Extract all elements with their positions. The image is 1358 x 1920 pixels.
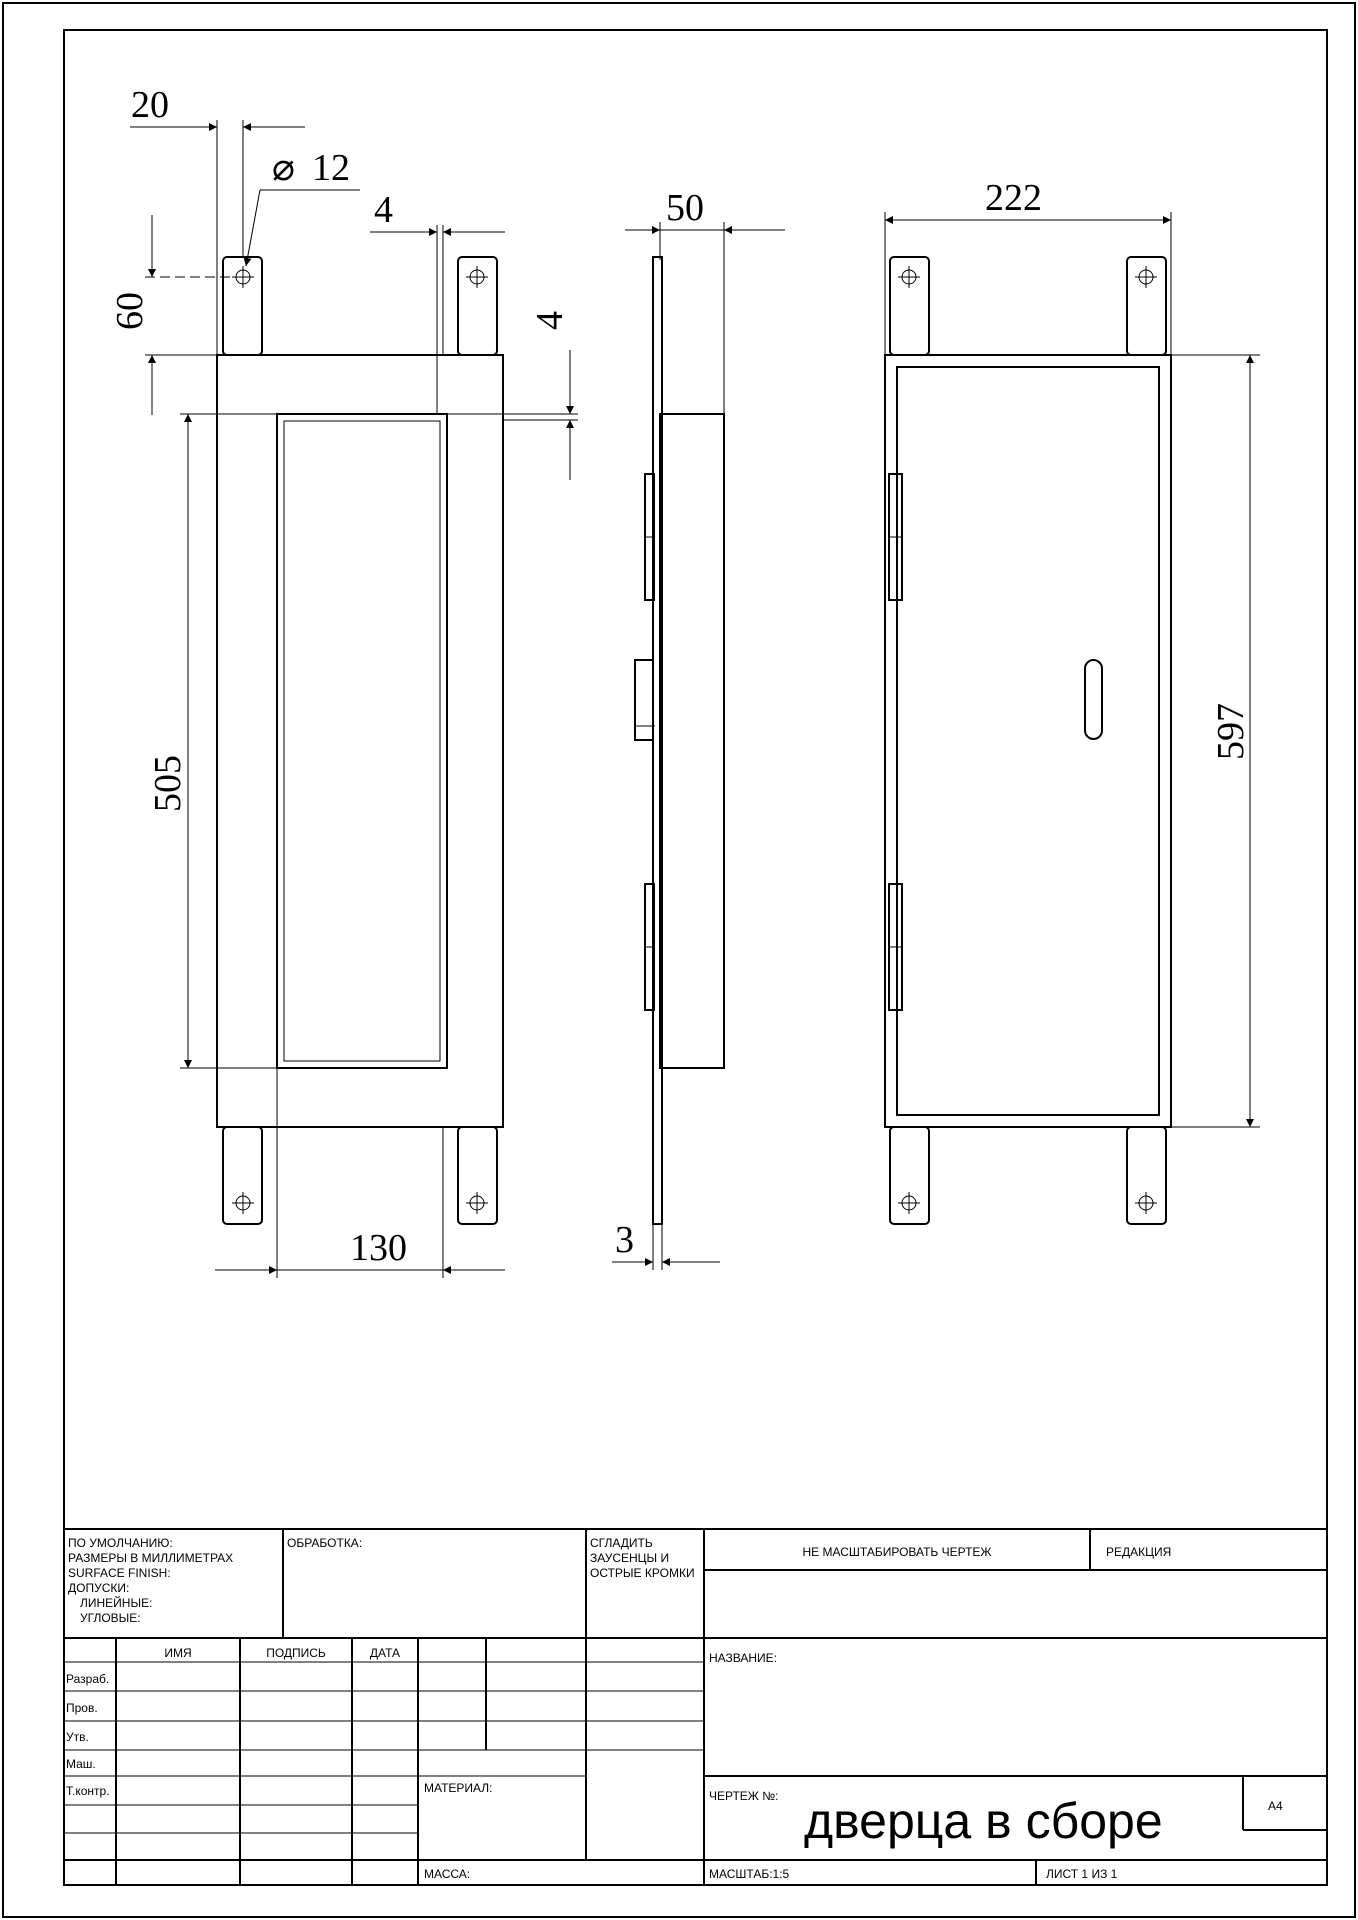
side-plate <box>660 414 724 1068</box>
tb-row-checked: Пров. <box>66 1701 98 1715</box>
dim-3: 3 <box>615 1219 634 1261</box>
dim-4-side: 4 <box>529 311 571 330</box>
tb-deburr-2: ЗАУСЕНЦЫ И <box>590 1551 670 1565</box>
front-window-inner <box>284 421 440 1061</box>
tb-revision: РЕДАКЦИЯ <box>1106 1545 1172 1559</box>
tb-material-label: МАТЕРИАЛ: <box>424 1781 493 1795</box>
dim-4-top: 4 <box>374 189 393 231</box>
tb-sheet-label: ЛИСТ 1 ИЗ 1 <box>1046 1867 1118 1881</box>
tb-title-label: НАЗВАНИЕ: <box>709 1651 778 1665</box>
outer-frame <box>3 3 1355 1917</box>
tb-drawing-no-label: ЧЕРТЕЖ №: <box>709 1789 779 1803</box>
tb-no-scale: НЕ МАСШТАБИРОВАТЬ ЧЕРТЕЖ <box>802 1545 992 1559</box>
side-dimensions <box>612 187 785 1270</box>
front-view <box>217 257 503 1224</box>
tb-row-mash: Маш. <box>66 1757 96 1771</box>
tb-defaults-2: РАЗМЕРЫ В МИЛЛИМЕТРАХ <box>68 1551 234 1565</box>
tb-drawing-title: дверца в сборе <box>804 1793 1163 1849</box>
rear-door-inner <box>897 367 1159 1115</box>
tb-sheet-size: A4 <box>1268 1799 1283 1813</box>
dim-20: 20 <box>131 84 169 126</box>
inner-frame <box>64 30 1327 1885</box>
tb-scale-label: МАСШТАБ:1:5 <box>709 1867 790 1881</box>
rear-dimensions <box>885 177 1260 1127</box>
side-view <box>635 257 724 1224</box>
tb-defaults-3: SURFACE FINISH: <box>68 1566 171 1580</box>
tb-deburr-3: ОСТРЫЕ КРОМКИ <box>590 1566 695 1580</box>
tb-deburr-1: СГЛАДИТЬ <box>590 1536 653 1550</box>
tb-defaults-5: ЛИНЕЙНЫЕ: <box>80 1596 153 1610</box>
tb-mass-label: МАССА: <box>424 1867 471 1881</box>
dim-505: 505 <box>147 755 189 812</box>
rear-view <box>885 257 1171 1224</box>
title-block <box>64 1529 1327 1885</box>
rear-door-body <box>885 355 1171 1127</box>
tb-defaults-1: ПО УМОЛЧАНИЮ: <box>68 1536 173 1550</box>
dim-222: 222 <box>985 177 1042 219</box>
tb-row-developer: Разраб. <box>66 1672 110 1686</box>
rear-holes <box>898 266 1157 1214</box>
side-handle <box>635 660 653 740</box>
dim-diameter-12: 12 <box>312 147 350 189</box>
dim-597: 597 <box>1210 703 1252 760</box>
tb-col-name: ИМЯ <box>164 1646 192 1660</box>
tb-col-signature: ПОДПИСЬ <box>266 1646 326 1660</box>
tb-col-date: ДАТА <box>369 1646 401 1660</box>
tb-finish: ОБРАБОТКА: <box>287 1536 363 1550</box>
dim-130: 130 <box>350 1227 407 1269</box>
tb-defaults-6: УГЛОВЫЕ: <box>80 1611 141 1625</box>
rear-handle-slot <box>1085 660 1102 739</box>
tb-defaults-4: ДОПУСКИ: <box>68 1581 130 1595</box>
front-holes <box>232 266 488 1214</box>
dim-60: 60 <box>109 292 151 330</box>
dim-50: 50 <box>666 187 704 229</box>
tb-row-approved: Утв. <box>66 1730 89 1744</box>
front-window-outer <box>277 414 447 1068</box>
front-door-body <box>217 355 503 1127</box>
dim-diameter-symbol: ⌀ <box>272 147 295 189</box>
tb-row-tcontrol: Т.контр. <box>66 1784 110 1798</box>
front-dimensions <box>109 84 578 1278</box>
